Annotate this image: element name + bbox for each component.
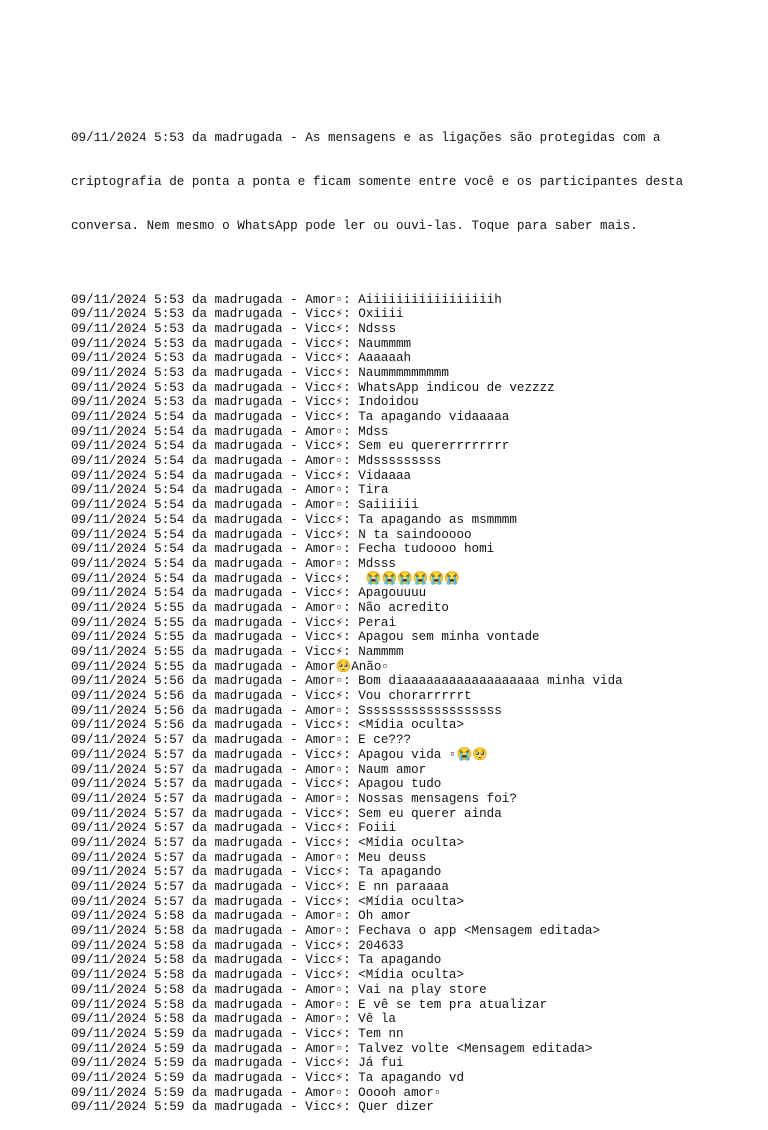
- message-line: 09/11/2024 5:53 da madrugada - Amor▫: Aiiiiiiiiiiiiiiiiih: [71, 292, 502, 307]
- message-line: 09/11/2024 5:54 da madrugada - Amor▫: Tira: [71, 483, 389, 498]
- message-line: 09/11/2024 5:53 da madrugada - Vicc⚡: Naummmm: [71, 336, 412, 351]
- message-line: 09/11/2024 5:55 da madrugada - Vicc⚡: Nammmm: [71, 645, 404, 659]
- message-line: 09/11/2024 5:54 da madrugada - Vicc⚡: Vidaaaa: [71, 468, 412, 483]
- message-line: 09/11/2024 5:54 da madrugada - Amor▫: Fecha tudoooo homi: [71, 542, 495, 557]
- message-line: 09/11/2024 5:58 da madrugada - Vicc⚡: 204633: [71, 938, 404, 953]
- message-line: 09/11/2024 5:59 da madrugada - Vicc⚡: Ta apagando vd: [71, 1070, 465, 1085]
- message-line: 09/11/2024 5:53 da madrugada - Vicc⚡: WhatsApp indicou de vezzzz: [71, 380, 555, 395]
- message-line: 09/11/2024 5:55 da madrugada - Vicc⚡: Apagou sem minha vontade: [71, 630, 540, 645]
- message-line: 09/11/2024 5:59 da madrugada - Vicc⚡: Já fui: [71, 1056, 404, 1071]
- message-line: 09/11/2024 5:54 da madrugada - Amor▫: Mdsssssssss: [71, 454, 442, 469]
- message-line: 09/11/2024 5:54 da madrugada - Vicc⚡: Ta apagando vidaaaaa: [71, 410, 510, 424]
- message-line: 09/11/2024 5:57 da madrugada - Amor▫: E ce???: [71, 733, 412, 748]
- message-line: 09/11/2024 5:57 da madrugada - Vicc⚡: Apagou tudo: [71, 777, 442, 792]
- intro-line: 09/11/2024 5:53 da madrugada - As mensagens e as ligações são protegidas com a: [71, 130, 661, 145]
- message-line: 09/11/2024 5:58 da madrugada - Amor▫: Vai na play store: [71, 982, 487, 997]
- message-line: 09/11/2024 5:55 da madrugada - Amor🥺Anão▫: [71, 659, 389, 674]
- message-line: 09/11/2024 5:58 da madrugada - Amor▫: E vê se tem pra atualizar: [71, 997, 548, 1012]
- message-line: 09/11/2024 5:55 da madrugada - Amor▫: Não acredito: [71, 600, 449, 615]
- message-line: 09/11/2024 5:59 da madrugada - Vicc⚡: Tem nn: [71, 1026, 404, 1041]
- message-line: 09/11/2024 5:57 da madrugada - Vicc⚡: Sem eu querer ainda: [71, 806, 502, 821]
- message-line: 09/11/2024 5:59 da madrugada - Vicc⚡: Quer dizer: [71, 1100, 434, 1115]
- message-line: 09/11/2024 5:58 da madrugada - Vicc⚡: <Mídia oculta>: [71, 968, 465, 983]
- message-line: 09/11/2024 5:58 da madrugada - Amor▫: Oh amor: [71, 909, 412, 924]
- message-line: 09/11/2024 5:58 da madrugada - Vicc⚡: Ta apagando: [71, 953, 442, 968]
- message-line: 09/11/2024 5:57 da madrugada - Amor▫: Nossas mensagens foi?: [71, 791, 517, 806]
- message-line: 09/11/2024 5:54 da madrugada - Vicc⚡: N ta saindooooo: [71, 527, 472, 542]
- message-line: 09/11/2024 5:53 da madrugada - Vicc⚡: Naummmmmmmmm: [71, 365, 449, 380]
- message-line: 09/11/2024 5:53 da madrugada - Vicc⚡: Oxiiii: [71, 307, 404, 322]
- chat-export-document: [71, 72, 711, 1130]
- intro-notice: [71, 101, 711, 263]
- message-line: 09/11/2024 5:56 da madrugada - Amor▫: Bom diaaaaaaaaaaaaaaaaaa minha vida: [71, 674, 623, 689]
- message-list: [71, 293, 711, 1116]
- message-line: 09/11/2024 5:59 da madrugada - Amor▫: Talvez volte <Mensagem editada>: [71, 1041, 593, 1056]
- intro-line: conversa. Nem mesmo o WhatsApp pode ler ou ouvi-las. Toque para saber mais.: [71, 219, 638, 233]
- message-line: 09/11/2024 5:54 da madrugada - Vicc⚡: Sem eu quererrrrrrrr: [71, 439, 510, 454]
- message-line: 09/11/2024 5:55 da madrugada - Vicc⚡: Perai: [71, 615, 396, 630]
- message-line: 09/11/2024 5:57 da madrugada - Vicc⚡: <Mídia oculta>: [71, 894, 465, 909]
- message-line: 09/11/2024 5:58 da madrugada - Amor▫: Vê la: [71, 1012, 396, 1027]
- message-line: 09/11/2024 5:57 da madrugada - Vicc⚡: <Mídia oculta>: [71, 835, 465, 850]
- message-line: 09/11/2024 5:54 da madrugada - Vicc⚡: Ta apagando as msmmmm: [71, 512, 517, 527]
- message-line: 09/11/2024 5:59 da madrugada - Amor▫: Ooooh amor▫: [71, 1085, 442, 1100]
- message-line: 09/11/2024 5:53 da madrugada - Vicc⚡: Ndsss: [71, 321, 396, 336]
- message-line: 09/11/2024 5:57 da madrugada - Vicc⚡: Foiii: [71, 821, 396, 836]
- message-line: 09/11/2024 5:53 da madrugada - Vicc⚡: Indoidou: [71, 395, 419, 410]
- message-line: 09/11/2024 5:58 da madrugada - Amor▫: Fechava o app <Mensagem editada>: [71, 924, 601, 939]
- intro-line: criptografia de ponta a ponta e ficam somente entre você e os participantes desta: [71, 174, 684, 189]
- message-line: 09/11/2024 5:57 da madrugada - Vicc⚡: Ta apagando: [71, 865, 442, 880]
- message-line: 09/11/2024 5:57 da madrugada - Vicc⚡: Apagou vida ▫😭🥺: [71, 747, 488, 762]
- message-line: 09/11/2024 5:57 da madrugada - Amor▫: Naum amor: [71, 762, 427, 777]
- message-line: 09/11/2024 5:54 da madrugada - Amor▫: Mdsss: [71, 556, 396, 571]
- message-line: 09/11/2024 5:57 da madrugada - Amor▫: Meu deuss: [71, 850, 427, 865]
- message-line: 09/11/2024 5:57 da madrugada - Vicc⚡: E nn paraaaa: [71, 880, 449, 894]
- message-line: 09/11/2024 5:54 da madrugada - Amor▫: Saiiiiii: [71, 498, 419, 513]
- message-line: 09/11/2024 5:56 da madrugada - Vicc⚡: Vou chorarrrrrt: [71, 689, 472, 704]
- message-line: 09/11/2024 5:56 da madrugada - Vicc⚡: <Mídia oculta>: [71, 718, 465, 733]
- message-line: 09/11/2024 5:54 da madrugada - Vicc⚡: 😭😭😭😭😭😭: [71, 571, 460, 586]
- message-line: 09/11/2024 5:56 da madrugada - Amor▫: Sssssssssssssssssss: [71, 703, 502, 718]
- message-line: 09/11/2024 5:53 da madrugada - Vicc⚡: Aaaaaah: [71, 351, 412, 366]
- message-line: 09/11/2024 5:54 da madrugada - Amor▫: Mdss: [71, 424, 389, 439]
- message-line: 09/11/2024 5:54 da madrugada - Vicc⚡: Apagouuuu: [71, 586, 427, 601]
